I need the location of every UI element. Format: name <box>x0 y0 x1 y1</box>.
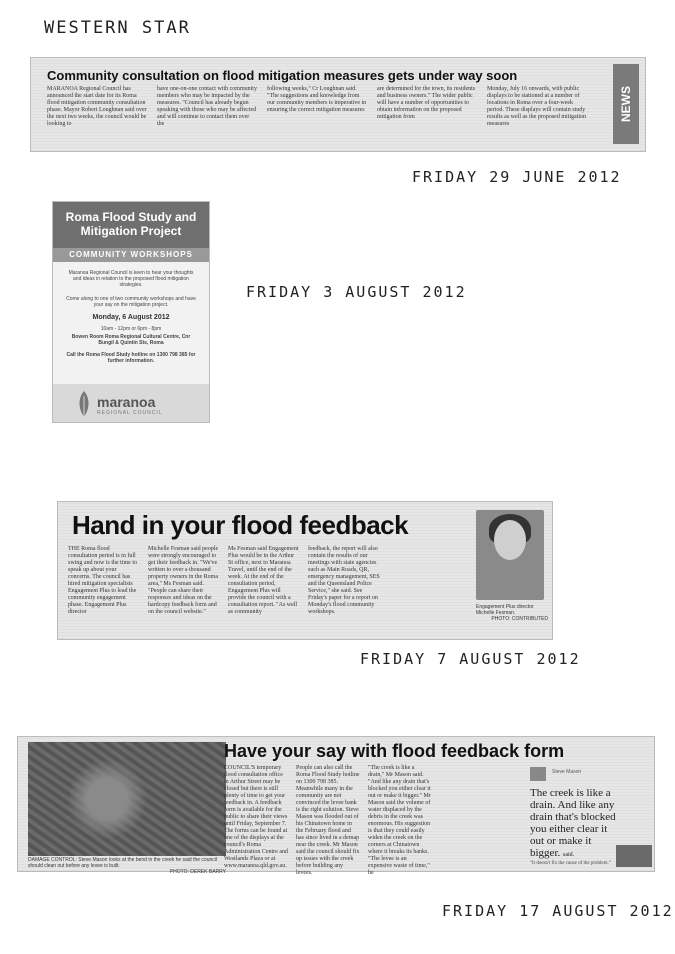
article-column: Michelle Fesman said people were strongly encouraged to get their feedback in. "We've written to over a thousand property owners in the Roma area," Ms Fesman said. "People can share their responses and ideas on the hardcopy feedback form and on the council website." <box>148 546 219 615</box>
headline: Have your say with flood feedback form <box>224 741 565 761</box>
article-column: have one-on-one contact with community members who may be impacted by the measures. "Council has already begun speaking with those who may be affected and will continue to contact them over the <box>157 86 257 127</box>
section-tab: NEWS <box>613 64 639 144</box>
article-column: Monday, July 16 onwards, with public displays to be stationed at a number of locations in Roma over a four-week period. These displays will contain study results as well as the proposed mitigation measures <box>487 86 586 127</box>
logo-subtext: REGIONAL COUNCIL <box>97 410 163 416</box>
ad-intro: Maranoa Regional Council is keen to hear your thoughts and ideas in relation to the proposed flood mitigation strategies. <box>68 270 194 288</box>
ad-hotline: Call the Roma Flood Study hotline on 1300 798 385 for further information. <box>66 352 196 364</box>
article-columns <box>68 546 468 626</box>
date-annotation-1: FRIDAY 29 JUNE 2012 <box>412 168 622 186</box>
caption-text: Engagement Plus director Michelle Fesman. <box>476 604 534 616</box>
article-column: Ms Fesman said Engagement Plus would be in the Arthur St office, next to Maranoa Travel, until the end of the week. At the end of the consultation period, Engagement Plus will provide the council with a consultation report. "As well as community <box>228 546 299 615</box>
source-annotation: WESTERN STAR <box>44 18 191 38</box>
article-column: are determined for the town, its residents and business owners." The wider public will have a number of opportunities to obtain information on the proposed mitigation from <box>377 86 476 120</box>
caption-text: DAMAGE CONTROL: Steve Mason looks at the bend in the creek he said the council should clean out before any levee is built. <box>28 857 217 869</box>
photo-credit: PHOTO: CONTRIBUTED <box>491 616 548 622</box>
headline: Community consultation on flood mitigation measures gets under way soon <box>47 68 518 83</box>
ad-title: Roma Flood Study and Mitigation Project <box>53 202 209 248</box>
logo-text: maranoa <box>97 394 156 410</box>
quote-footer: "It doesn't fix the cause of the problem." <box>530 861 611 866</box>
article-columns <box>224 765 524 876</box>
ad-venue: Bowen Room Roma Regional Cultural Centre, Cnr Bungil & Quintin Sts, Roma <box>71 334 191 346</box>
portrait-photo <box>476 510 544 600</box>
date-annotation-3: FRIDAY 7 AUGUST 2012 <box>360 650 581 668</box>
photo-caption <box>28 857 226 875</box>
news-clipping-consultation <box>30 57 646 152</box>
article-column: "The creek is like a drain," Mr Mason said. "And like any drain that's blocked you either clear it out or make it bigger." Mr Mason said the volume of water displaced by the debris in the creek was enormous. His suggestion is that they could easily widen the creek on the corners at Chinatown where it breaks its banks. "The levee is an expensive waste of time," he <box>368 765 431 876</box>
quote-attribution: Steve Mason <box>552 769 582 775</box>
photo-caption <box>476 604 548 622</box>
ad-times: 10am - 12pm or 6pm - 8pm <box>100 326 162 332</box>
pull-quote <box>530 787 616 861</box>
date-annotation-2: FRIDAY 3 AUGUST 2012 <box>246 283 467 301</box>
ad-band: COMMUNITY WORKSHOPS <box>53 248 209 262</box>
article-column: People can also call the Roma Flood Study hotline on 1300 798 385. Meanwhile many in the community are not convinced the levee bank is the right solution. Steve Mason was flooded out of his Chinatown home in the February flood and has since lived in a demap near the creek. Mr Mason said the council should fix up issues with the creek before building any levees. <box>296 765 360 876</box>
news-clipping-feedback-form <box>17 736 655 876</box>
ad-date: Monday, 6 August 2012 <box>92 314 170 321</box>
date-annotation-4: FRIDAY 17 AUGUST 2012 <box>442 902 674 920</box>
article-column: following weeks," Cr Loughnan said. "The suggestions and knowledge from our community members is imperative in ensuring the correct mitigation measures <box>267 86 367 113</box>
maranoa-logo-icon <box>75 390 93 418</box>
ad-invite: Come along to one of two community workshops and have your say on the mitigation project. <box>66 296 196 308</box>
quote-bar <box>616 845 652 867</box>
pull-quote-said: said. <box>563 852 575 858</box>
article-column: MARANOA Regional Council has announced the start date for its Roma flood mitigation community consultation phase. Mayor Robert Loughnan said over the next two weeks, the council would be looking to <box>47 86 147 127</box>
headline: Hand in your flood feedback <box>72 510 409 540</box>
article-columns <box>47 86 587 146</box>
creek-photo <box>28 742 226 856</box>
quote-icon <box>530 767 546 781</box>
pull-quote-text: The creek is like a drain. And like any drain that's blocked you either clear it out or make it bigger. <box>530 787 616 859</box>
news-clipping-feedback <box>57 501 553 640</box>
article-column: COUNCIL'S temporary flood consultation office in Arthur Street may be closed but there is still plenty of time to get your feedback in. A feedback form is available for the public to share their views until Friday, September 7. The forms can be found at one of the displays at the council's Roma Administration Centre and Westlands Plaza or at www.maranoa.qld.gov.au. <box>224 765 288 869</box>
article-column: feedback, the report will also contain the results of our meetings with state agencies such as Main Roads, QR, emergency management, SES and the Queensland Police Service," she said. See Friday's paper for a report on Monday's flood community workshops. <box>308 546 380 615</box>
article-column: THE Roma flood consultation period is in full swing and now is the time to speak up about your concerns. The council has hired mitigation specialists Engagement Plus to lead the community engagement phase. Engagement Plus director <box>68 546 137 615</box>
advertisement-workshops <box>52 201 210 423</box>
photo-credit: PHOTO: DEREK BARRY <box>169 869 226 875</box>
